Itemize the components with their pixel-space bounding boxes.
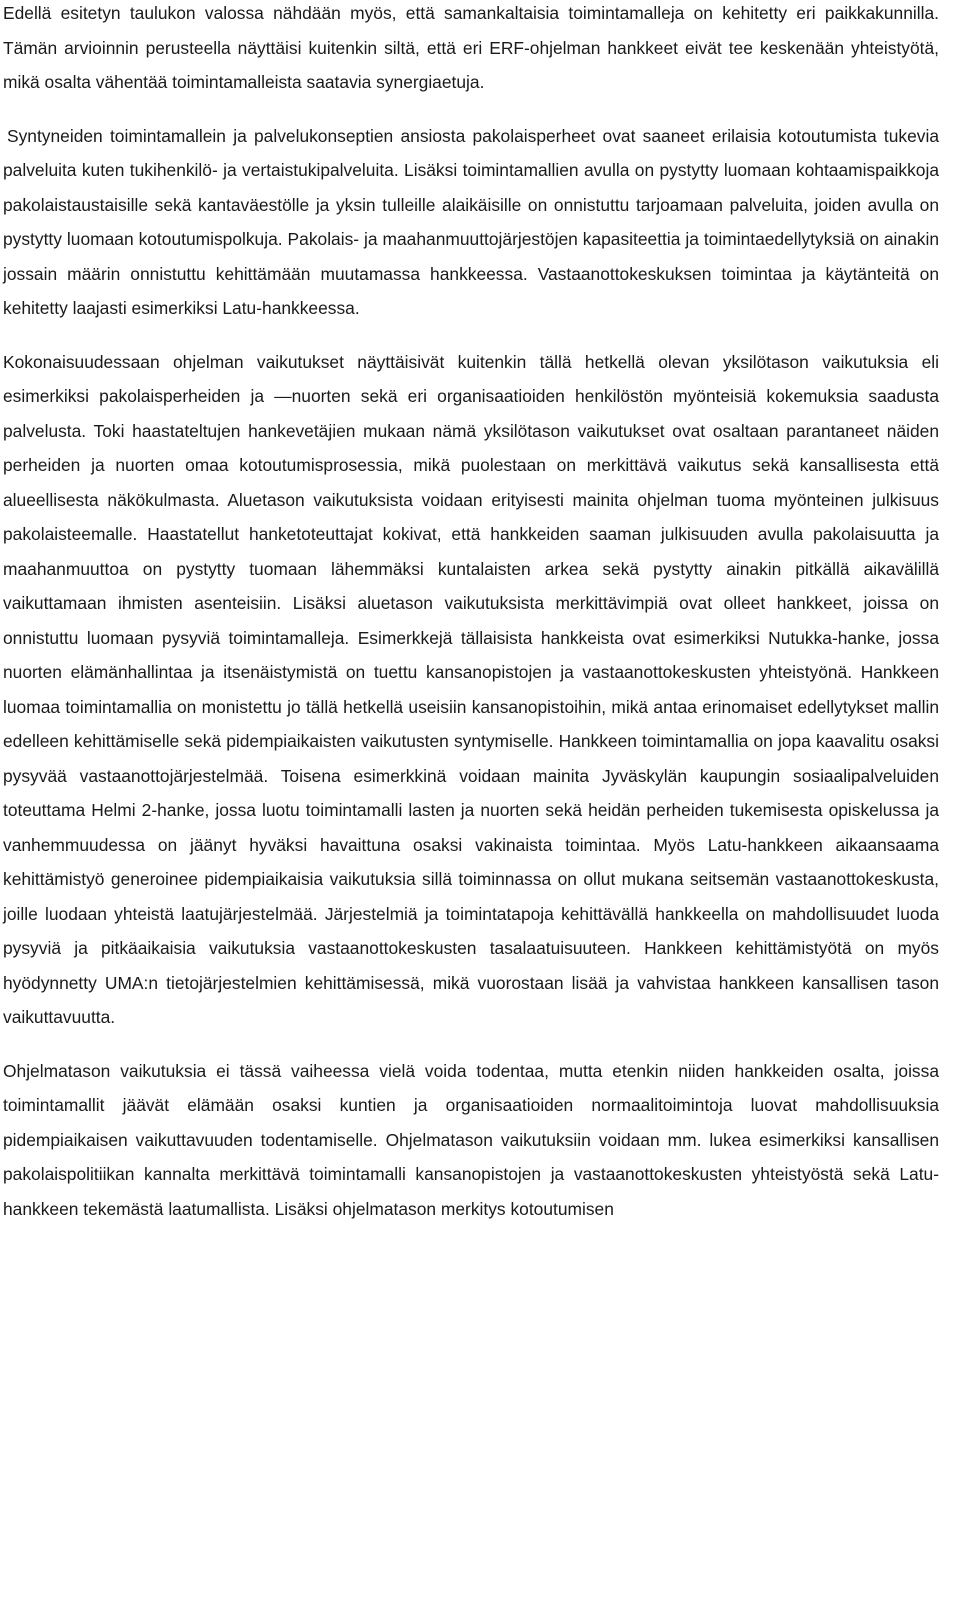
paragraph-overall-effects: Kokonaisuudessaan ohjelman vaikutukset näyttäisivät kuitenkin tällä hetkellä olevan yksilötason vaikutuksia eli esimerkiksi pakolaisperheiden ja —nuorten sekä eri organisaatioiden henkilöstön myönteisiä kokemuksia saadusta palvelusta. Toki haastateltujen hankevetäjien mukaan nämä yksilötason vaikutukset ovat osaltaan parantaneet näiden perheiden ja nuorten omaa kotoutumisprosessia, mikä puolestaan on merkittävä vaikutus sekä kansallisesta että alueellisesta näkökulmasta. Aluetason vaikutuksista voidaan erityisesti mainita ohjelman tuoma myönteinen julkisuus pakolaisteemalle. Haastatellut hanketoteuttajat kokivat, että hankkeiden saaman julkisuuden avulla pakolaisuutta ja maahanmuuttoa on pystytty tuomaan lähemmäksi kuntalaisten arkea sekä pystytty ainakin pitkällä aikavälillä vaikuttamaan ihmisten asenteisiin. Lisäksi aluetason vaikutuksista merkittävimpiä ovat olleet hankkeet, joissa on onnistuttu luomaan pysyviä toimintamalleja. Esimerkkejä tällaisista hankkeista ovat esimerkiksi Nutukka-hanke, jossa nuorten elämänhallintaa ja itsenäistymistä on tuettu kansanopistojen ja vastaanottokeskusten yhteistyönä. Hankkeen luomaa toimintamallia on monistettu jo tällä hetkellä useisiin kansanopistoihin, mikä antaa erinomaiset edellytykset mallin edelleen kehittämiselle sekä pidempiaikaisten vaikutusten syntymiselle. Hankkeen toimintamallia on jopa kaavalitu osaksi pysyvää vastaanottojärjestelmää. Toisena esimerkkinä voidaan mainita Jyväskylän kaupungin sosiaalipalveluiden toteuttama Helmi 2-hanke, jossa luotu toimintamalli lasten ja nuorten sekä heidän perheiden tukemisesta opiskelussa ja vanhemmuudessa on jäänyt hyväksi havaittuna osaksi vakinaista toimintaa. Myös Latu-hankkeen aikaansaama kehittämistyö generoinee pidempiaikaisia vaikutuksia sillä toiminnassa on ollut mukana seitsemän vastaanottokeskusta, joille luodaan yhteistä laatujärjestelmää. Järjestelmiä ja toimintatapoja kehittävällä hankkeella on mahdollisuudet luoda pysyviä ja pitkäaikaisia vaikutuksia vastaanottokeskusten tasalaatuisuuteen. Hankkeen kehittämistyötä on myös hyödynnetty UMA:n tietojärjestelmien kehittämisessä, mikä vuorostaan lisää ja vahvistaa hankkeen kansallisen tason vaikuttavuutta. [3, 351, 939, 1027]
document-page [3, 0, 939, 1245]
paragraph-table-findings: Edellä esitetyn taulukon valossa nähdään myös, että samankaltaisia toimintamalleja on kehitetty eri paikkakunnilla. Tämän arvioinnin perusteella näyttäisi kuitenkin siltä, että eri ERF-ohjelman hankkeet eivät tee keskenään yhteistyötä, mikä osalta vähentää toimintamalleista saatavia synergiaetuja. [3, 3, 939, 92]
paragraph-service-concepts: Syntyneiden toimintamallein ja palvelukonseptien ansiosta pakolaisperheet ovat saaneet erilaisia kotoutumista tukevia palveluita kuten tukihenkilö- ja vertaistukipalveluita. Lisäksi toimintamallien avulla on pystytty luomaan kohtaamispaikkoja pakolaistaustaisille sekä kantaväestölle ja yksin tulleille alaikäisille on onnistuttu tarjoamaan palveluita, joiden avulla on pystytty luomaan kotoutumispolkuja. Pakolais- ja maahanmuuttojärjestöjen kapasiteettia ja toimintaedellytyksiä on ainakin jossain määrin onnistuttu kehittämään muutamassa hankkeessa. Vastaanottokeskuksen toimintaa ja käytänteitä on kehitetty laajasti esimerkiksi Latu-hankkeessa. [3, 125, 939, 318]
paragraph-program-level-effects: Ohjelmatason vaikutuksia ei tässä vaiheessa vielä voida todentaa, mutta etenkin niiden hankkeiden osalta, joissa toimintamallit jäävät elämään osaksi kuntien ja organisaatioiden normaalitoimintoja luovat mahdollisuuksia pidempiaikaisen vaikuttavuuden todentamiselle. Ohjelmatason vaikutuksiin voidaan mm. lukea esimerkiksi kansallisen pakolaispolitiikan kannalta merkittävä toimintamalli kansanopistojen ja vastaanottokeskusten yhteistyöstä sekä Latu-hankkeen tekemästä laatumallista. Lisäksi ohjelmatason merkitys kotoutumisen [3, 1060, 939, 1219]
